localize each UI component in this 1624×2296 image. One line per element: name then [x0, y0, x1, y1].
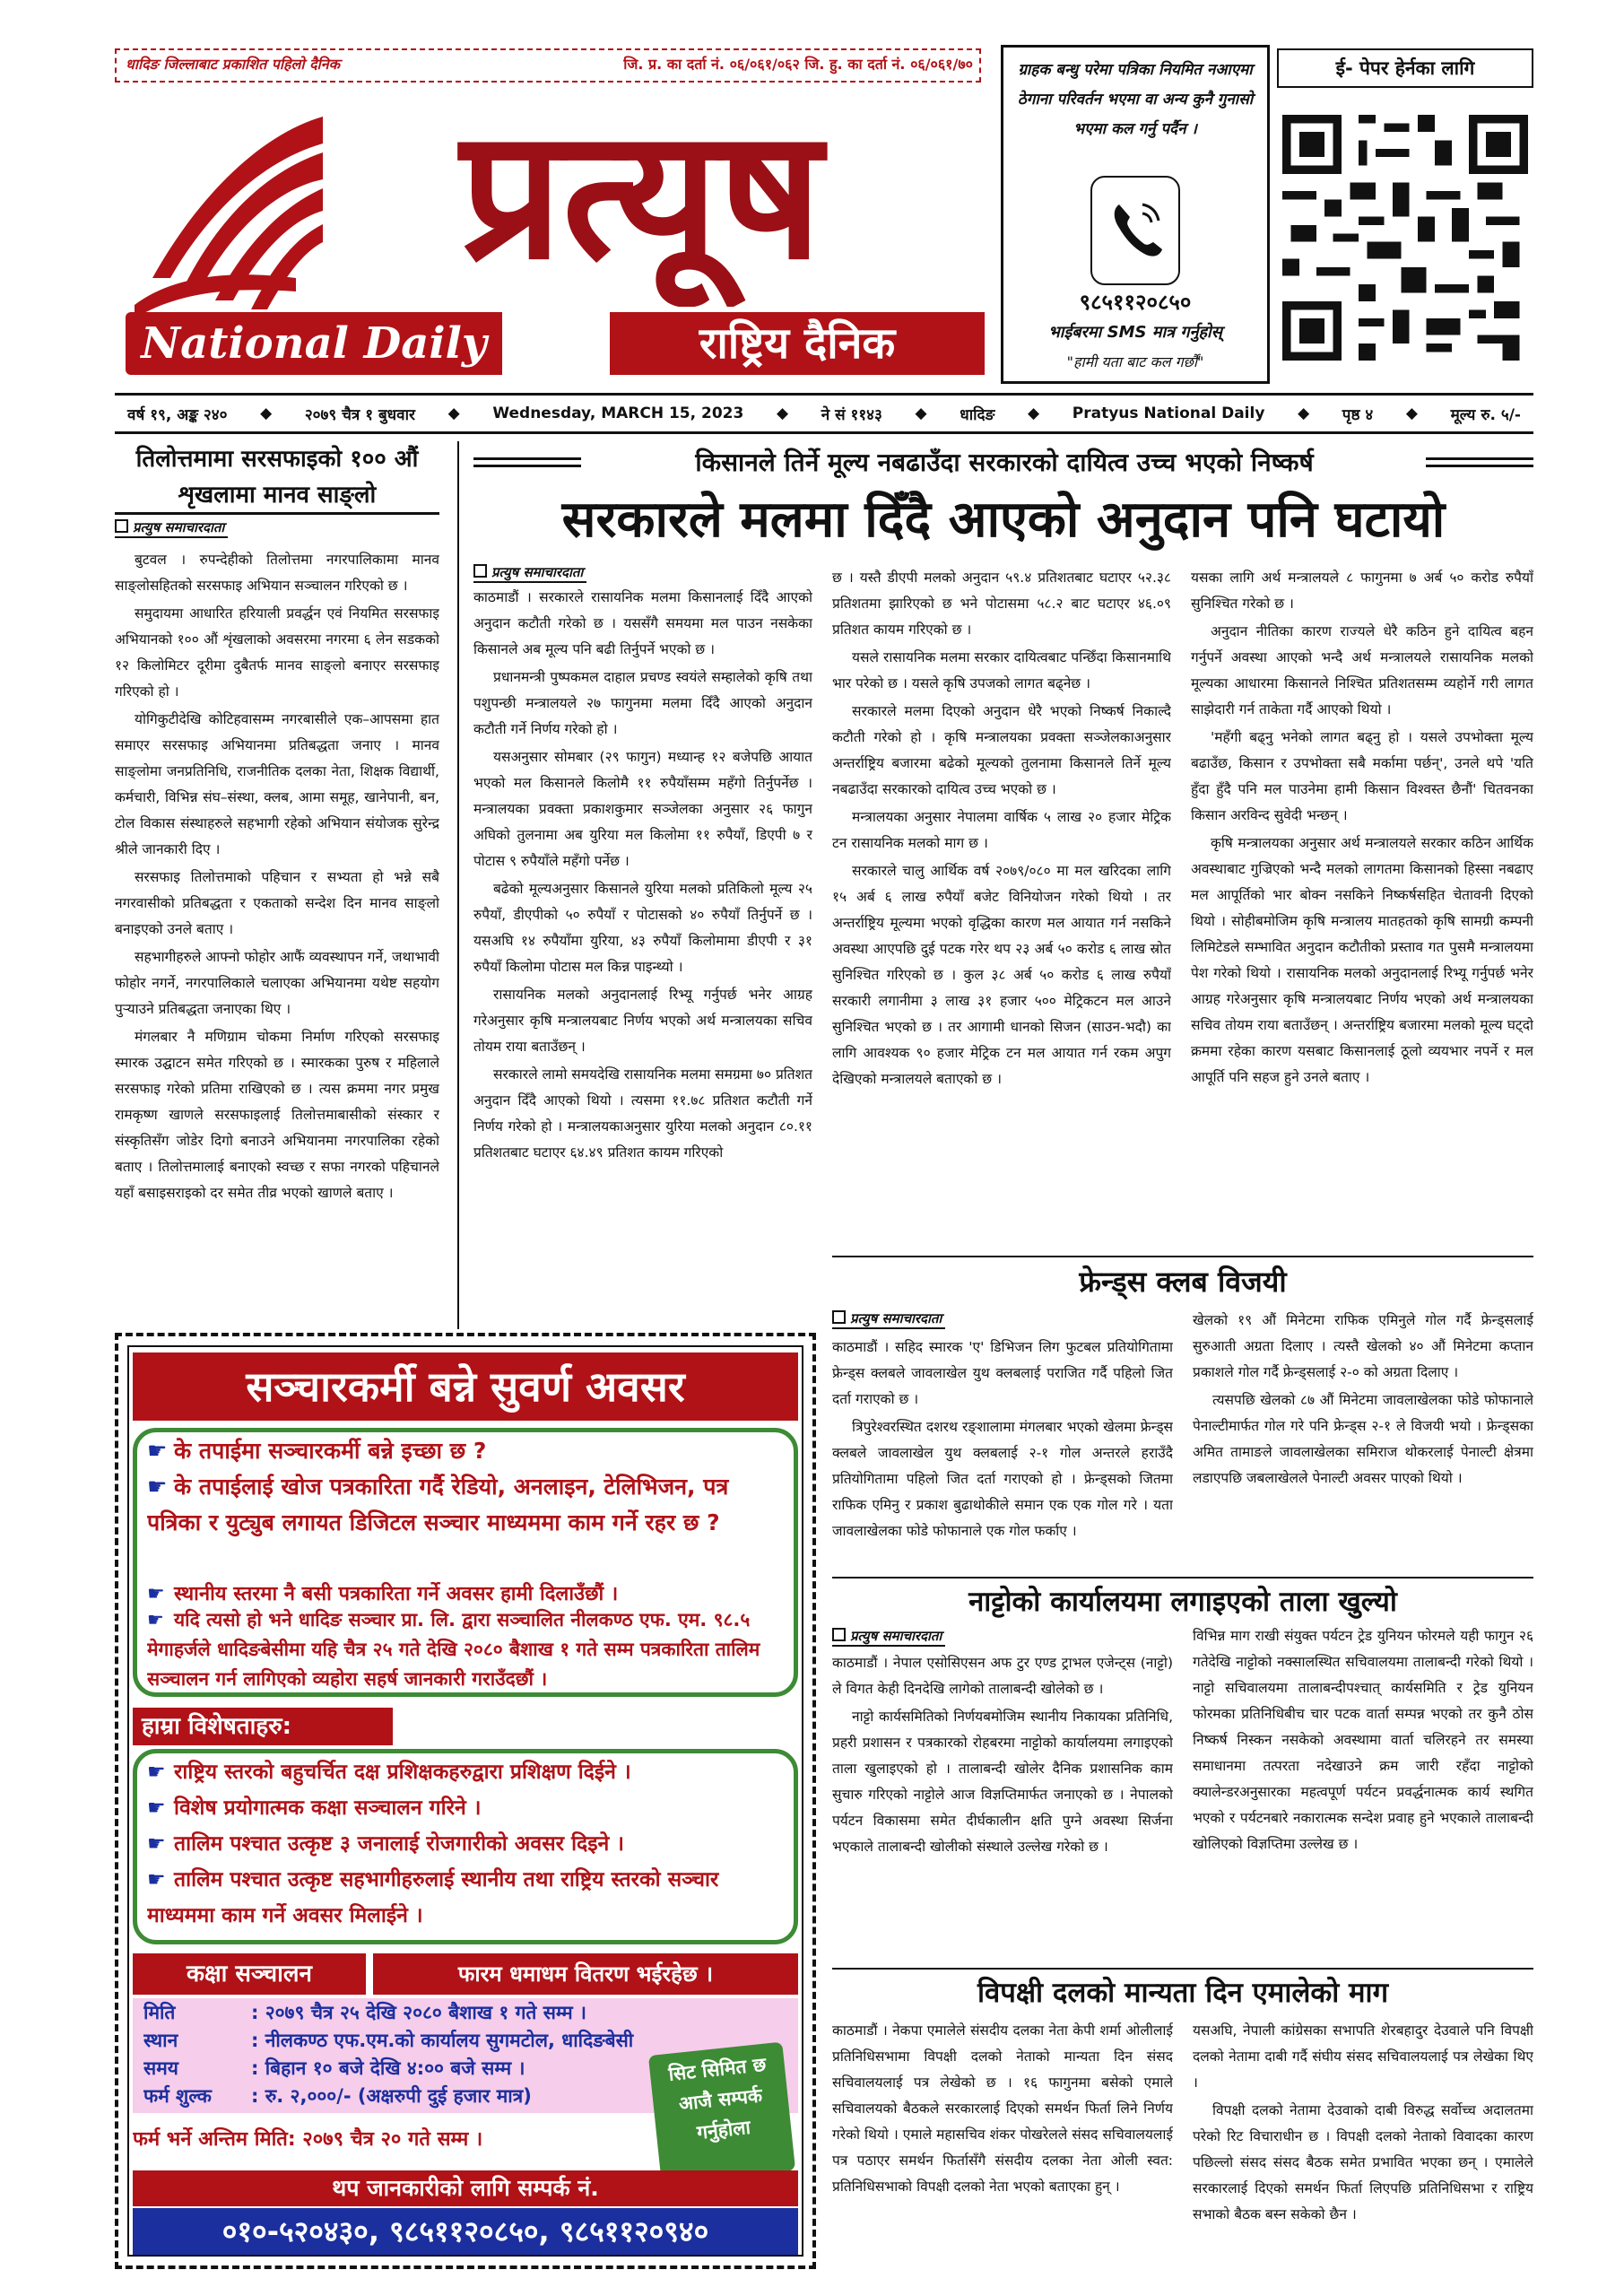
friends-para: त्यसपछि खेलको ८७ औं मिनेटमा जावलाखेलका फोडे फोफानाले पेनाल्टीमार्फत गोल गरे पनि फ्रेन्ड्स २-१ ले विजयी भयो । फ्रेन्ड्सका अमित तामाङले जावलाखेलका समिराज थोकरलाई पेनाल्टी क्षेत्रमा लडाएपछि जबलाखेलले पेनाल्टी अवसर पाएको थियो ।	[1193, 1392, 1533, 1486]
lead-para: मन्त्रालयका अनुसार नेपालमा वार्षिक ५ लाख २० हजार मेट्रिक टन रासायनिक मलको माग छ ।	[832, 809, 1171, 851]
notice-phone: ९८५११२०८५०	[1079, 290, 1192, 315]
friends-headline: फ्रेन्ड्स क्लब विजयी	[1079, 1265, 1287, 1299]
lead-byline: प्रत्युष समाचारदाता	[473, 563, 586, 587]
info-nepal-samvat: ने सं ११४३	[821, 405, 882, 424]
left-para: समुदायमा आधारित हरियाली प्रवर्द्धन एवं नियमित सरसफाइ अभियानको १०० औं शृंखलाको अवसरमा नगरमा ६ लेन सडकको १२ किलोमिटर दूरीमा दुबैतर्फ मानव साङ्लो बनाएर सरसफाइ गरिएको हो ।	[115, 605, 439, 700]
naato-col-1	[832, 1650, 1173, 1964]
ad-detail-row: समय : बिहान १० बजे देखि ४:०० बजे सम्म ।	[143, 2057, 525, 2079]
ad-detail-row: फर्म शुल्क : रु. २,०००/- (अक्षरुपी दुई हजार मात्र)	[143, 2085, 532, 2107]
friends-para: खेलको १९ औं मिनेटमा राफिक एमिनुले गोल गर्दै फ्रेन्ड्सलाई सुरुआती अग्रता दिलाए । त्यस्तै खेलको ४० औं मिनेटमा कप्तान प्रकाशले गोल गर्दै फ्रेन्ड्सलाई २-० को अग्रता दिलाए ।	[1193, 1312, 1533, 1380]
left-byline: प्रत्युष समाचारदाता	[115, 518, 228, 542]
friends-para: काठमाडौं । सहिद स्मारक 'ए' डिभिजन लिग फुटबल प्रतियोगितामा फ्रेन्ड्स क्लबले जावलाखेल युथ क्लबलाई पराजित गर्दै पहिलो जित दर्ता गराएको छ ।	[832, 1339, 1173, 1407]
lead-para: छ । यस्तै डीएपी मलको अनुदान ५९.४ प्रतिशतबाट घटाएर ५२.३८ प्रतिशतमा झारिएको छ भने पोटासमा ५८.२ बाट घटाएर ४६.०९ प्रतिशत कायम गरिएको छ ।	[832, 570, 1171, 638]
notice-tagline: "हामी यता बाट कल गर्छौं"	[1066, 353, 1204, 370]
left-body	[115, 547, 439, 1327]
ad-contact-numbers: ०१०-५२०४३०, ९८५११२०८५०, ९८५११२०९४०	[133, 2208, 798, 2255]
opposition-para: यसअघि, नेपाली कांग्रेसका सभापति शेरबहादुर देउवाले पनि विपक्षी दलको नेतामा दाबी गर्दै संघीय संसद सचिवालयलाई पत्र लेखेका थिए ।	[1193, 2022, 1533, 2091]
brand-nepali: राष्ट्रिय दैनिक	[610, 312, 985, 375]
opposition-col-2	[1193, 2018, 1533, 2260]
lead-kicker: किसानले तिर्ने मूल्य नबढाउँदा सरकारको दायित्व उच्च भएको निष्कर्ष	[695, 448, 1314, 477]
friends-byline: प्रत्युष समाचारदाता	[832, 1309, 945, 1333]
lead-para: सरकारले चालु आर्थिक वर्ष २०७९/०८० मा मल खरिदका लागि १५ अर्ब ६ लाख रुपैयाँ बजेट विनियोजन गरेको थियो । तर अन्तर्राष्ट्रिय मूल्यमा भएको वृद्धिका कारण मल आयात गर्न नसकिने अवस्था आएपछि दुई पटक गरेर थप २३ अर्ब ५० करोड ६ लाख स्रोत सुनिश्चित गरिएको छ । कुल ३८ अर्ब ५० करोड ६ लाख रुपैयाँ सरकारी लगानीमा ३ लाख ३१ हजार ५०० मेट्रिकटन मल आउने सुनिश्चित भएको छ । तर आगामी धानको सिजन (साउन-भदौ) का लागि आवश्यक ९० हजार मेट्रिक टन मल आयात गर्न रकम अपुग देखिएको मन्त्रालयले बताएको छ ।	[832, 863, 1171, 1087]
ad-question: ☛ के तपाईलाई खोज पत्रकारिता गर्दै रेडियो, अनलाइन, टेलिभिजन, पत्र पत्रिका र युट्युब लगायत डिजिटल सञ्चार माध्यममा काम गर्ने रहर छ ?	[147, 1474, 729, 1535]
ad-feature: ☛ राष्ट्रिय स्तरको बहुचर्चित दक्ष प्रशिक्षकहरुद्वारा प्रशिक्षण दिईने ।	[147, 1761, 631, 1784]
lead-para: सरकारले मलमा दिएको अनुदान धेरै भएको निष्कर्ष निकाल्दै कटौती गरेको हो । कृषि मन्त्रालयका प्रवक्ता सञ्जेलकाअनुसार अन्तर्राष्ट्रिय बजारमा बढेको मूल्यको तुलनामा किसानले तिर्ने मूल्य नबढाउँदा सरकारको दायित्व उच्च भएको छ ।	[832, 703, 1171, 797]
opposition-para: काठमाडौं । नेकपा एमालेले संसदीय दलका नेता केपी शर्मा ओलीलाई प्रतिनिधिसभामा विपक्षी दलको नेताको मान्यता दिन संसद सचिवालयलाई पत्र लेखेको छ । १६ फागुनमा बसेको एमाले सचिवालयको बैठकले सरकारलाई दिएको समर्थन फिर्ता लिने निर्णय गरेको थियो । एमाले महासचिव शंकर पोखरेलले संसद सचिवालयलाई पत्र पठाएर समर्थन फिर्तासँगै संसदीय दलका नेता ओली स्वत: प्रतिनिधिसभाको विपक्षी दलको नेता भएको बताएका हुन् ।	[832, 2022, 1173, 2195]
lead-col-1	[473, 585, 812, 1327]
ad-detail-row: मिति : २०७९ चैत्र २५ देखि २०८० बैशाख १ गते सम्म ।	[143, 2002, 586, 2023]
naato-para: विभिन्न माग राखी संयुक्त पर्यटन ट्रेड युनियन फोरमले यही फागुन २६ गतेदेखि नाट्टोको नक्सालस्थित सचिवालयमा तालाबन्दी गरेको थियो । नाट्टो सचिवालयमा तालाबन्दीपश्चात् कार्यसमिति र ट्रेड युनियन फोरमका प्रतिनिधिबीच चार पटक वार्ता सम्पन्न भएको तर कुनै ठोस निष्कर्ष निस्कन नसकेको अवस्थामा वार्ता चलिरहने तर समस्या समाधानमा तत्परता नदेखाउने क्रम जारी रहँदा नाट्टोको क्यालेन्डरअनुसारका महत्वपूर्ण पर्यटन प्रवर्द्धनात्मक कार्य स्थगित भएको र पर्यटनबारे नकारात्मक सन्देश प्रवाह हुने भएकाले तालाबन्दी खोलिएको विज्ञप्तिमा उल्लेख छ ।	[1193, 1628, 1533, 1852]
opposition-col-1	[832, 2018, 1173, 2260]
lead-headline: सरकारले मलमा दिँदै आएको अनुदान पनि घटायो	[561, 491, 1446, 549]
naato-col-2	[1193, 1623, 1533, 1964]
info-date-english: Wednesday, MARCH 15, 2023	[492, 404, 744, 422]
left-headline: तिलोत्तमामा सरसफाइको १०० औं शृखलामा मानव साङ्लो	[115, 441, 439, 515]
left-para: सरसफाइ तिलोत्तमाको पहिचान र सभ्यता हो भन्ने सबै नगरवासीको प्रतिबद्धता र एकताको सन्देश दिन मानव साङ्लो बनाइएको उनले बताए ।	[115, 869, 439, 937]
lead-para: कृषि मन्त्रालयका अनुसार अर्थ मन्त्रालयले सरकार कठिन आर्थिक अवस्थाबाट गुज्रिएको भन्दै मलको लागतमा किसानको हिस्सा नबढाए मल आपूर्तिको भार बोक्न नसकिने निष्कर्षसहित चेतावनी दिएको थियो । सोहीबमोजिम कृषि मन्त्रालय मातहतको कृषि सामग्री कम्पनी लिमिटेडले सम्भावित अनुदान कटौतीको प्रस्ताव गत पुसमै मन्त्रालयमा पेश गरेको थियो । रासायनिक मलको अनुदानलाई रिभ्यू गर्नुपर्छ भनेर आग्रह गरेअनुसार कृषि मन्त्रालयबाट निर्णय भएको अर्थ मन्त्रालयका सचिव तोयम राया बताउँछन् । अन्तर्राष्ट्रिय बजारमा मलको मूल्य घट्दो क्रममा रहेका कारण यसबाट किसानलाई ठूलो व्ययभार नपर्ने र मल आपूर्ति पनि सहज हुने उनले बताए ।	[1191, 835, 1533, 1085]
info-publication: Pratyus National Daily	[1072, 404, 1265, 422]
naato-headline: नाट्टोको कार्यालयमा लगाइएको ताला खुल्यो	[968, 1586, 1397, 1618]
brand-english: National Daily	[126, 312, 502, 375]
ad-seat-badge: सिट सिमित छ आजै सम्पर्क गर्नुहोला	[648, 2042, 795, 2185]
left-para: योगिकुटीदेखि कोटिहवासम्म नगरबासीले एक–आपसमा हात समाएर सरसफाइ अभियानमा प्रतिबद्धता जनाए । मानव साङ्लोमा जनप्रतिनिधि, राजनीतिक दलका नेता, शिक्षक विद्यार्थी, कर्मचारी, विभिन्न संघ–संस्था, क्लब, आमा समूह, खानेपानी, बन, टोल विकास संस्थाहरुले सहभागी रहेको अभियान संयोजक सुरेन्द्र श्रीले जानकारी दिए ।	[115, 711, 439, 857]
lead-para: रासायनिक मलको अनुदानलाई रिभ्यू गर्नुपर्छ भनेर आग्रह गरेअनुसार कृषि मन्त्रालयबाट निर्णय भएको अर्थ मन्त्रालयका सचिव तोयम राया बताउँछन् ।	[473, 987, 812, 1055]
lead-col-2	[832, 565, 1171, 1256]
section-divider	[832, 1577, 1533, 1578]
kicker-line-right2	[1426, 465, 1533, 467]
info-date-nepali: २०७९ चैत्र १ बुधवार	[304, 405, 415, 424]
lead-para: 'महँगी बढ्नु भनेको लागत बढ्नु हो । यसले उपभोक्ता मूल्य बढाउँछ, किसान र उपभोक्ता सबै मर्कामा पर्छन्', उनले थपे 'यति हुँदा हुँदै पनि मल पाउनेमा हामी किसान विश्वस्त छैनौं' चितवनका किसान अरविन्द सुवेदी भन्छन् ।	[1191, 729, 1533, 823]
lead-para: यसले रासायनिक मलमा सरकार दायित्वबाट पन्छिँदा किसानमाथि भार परेको छ । यसले कृषि उपजको लागत बढ्नेछ ।	[832, 649, 1171, 691]
ad-feature: ☛ विशेष प्रयोगात्मक कक्षा सञ्चालन गरिने ।	[147, 1796, 482, 1820]
ad-contact-label: थप जानकारीको लागि सम्पर्क नं.	[133, 2170, 798, 2206]
viber-icon	[1090, 176, 1180, 285]
section-divider	[832, 1968, 1533, 1970]
left-para: मंगलबार नै मणिग्राम चोकमा निर्माण गरिएको सरसफाइ स्मारक उद्घाटन समेत गरिएको छ । स्मारकका पुरुष र महिलाले सरसफाइ गरेको प्रतिमा राखिएको छ । त्यस क्रममा नगर प्रमुख रामकृष्ण खाणले सरसफाइलाई तिलोत्तमाबासीको संस्कार र संस्कृतिसँग जोडेर दिगो बनाउने अभियानमा नगरपालिका रहेको बताए । तिलोत्तमालाई बनाएको स्वच्छ र सफा नगरको पहिचानले यहाँ बसाइसराइको दर समेत तीव्र भएको खाणले बताए ।	[115, 1029, 439, 1201]
left-para: सहभागीहरुले आफ्नो फोहोर आफैं व्यवस्थापन गर्ने, जथाभावी फोहोर नगर्ने, नगरपालिकाले चलाएका अभियानमा यथेष्ट सहयोग पुऱ्याउने प्रतिबद्धता जनाएका थिए ।	[115, 949, 439, 1017]
ad-feature: ☛ तालिम पश्चात उत्कृष्ट सहभागीहरुलाई स्थानीय तथा राष्ट्रिय स्तरको सञ्चार माध्यममा काम गर्ने अवसर मिलाईने ।	[147, 1868, 719, 1927]
notice-text: ग्राहक बन्धु परेमा पत्रिका नियमित नआएमा ठेगाना परिवर्तन भएमा वा अन्य कुनै गुनासो भएमा कल गर्नु पर्दैन ।	[1017, 61, 1254, 138]
lead-col-3	[1191, 565, 1533, 1256]
kicker-line-left	[473, 457, 581, 460]
top-strip-left: धादिङ जिल्लाबाट प्रकाशित पहिलो दैनिक	[126, 56, 340, 73]
opposition-para: विपक्षी दलको नेतामा देउवाको दाबी विरुद्ध सर्वोच्च अदालतमा परेको रिट विचाराधीन छ । विपक्षी दलको नेताको विवादका कारण पछिल्लो संसद संसद बैठक समेत प्रभावित भएका छन् । एमालेले सरकारलाई दिएको समर्थन फिर्ता लिएपछि प्रतिनिधिसभा र राष्ट्रिय सभाको बैठक बस्न सकेको छैन ।	[1193, 2102, 1533, 2222]
lead-para: प्रधानमन्त्री पुष्पकमल दाहाल प्रचण्ड स्वयंले सम्हालेको कृषि तथा पशुपन्छी मन्त्रालयले २७ फागुनमा मलमा दिँदै आएको अनुदान कटौती गर्ने निर्णय गरेको हो ।	[473, 669, 812, 737]
column-divider	[457, 441, 459, 1329]
info-volume: वर्ष १९, अङ्क २४०	[127, 405, 228, 424]
ad-deadline: फर्म भर्ने अन्तिम मिति: २०७९ चैत्र २० गते सम्म ।	[133, 2128, 483, 2151]
naato-para: काठमाडौं । नेपाल एसोसिएसन अफ टुर एण्ड ट्राभल एजेन्ट्स (नाट्टो) ले विगत केही दिनदेखि लागेको तालाबन्दी खोलेको छ ।	[832, 1655, 1173, 1697]
notice-sms: भाईबरमा SMS मात्र गर्नुहोस्	[1048, 323, 1222, 342]
ad-detail-row: स्थान : नीलकण्ठ एफ.एम.को कार्यालय सुगमटोल, धादिङबेसी	[143, 2030, 634, 2051]
logo-text: प्रत्यूष	[460, 89, 822, 300]
naato-para: नाट्टो कार्यसमितिको निर्णयबमोजिम स्थानीय निकायका प्रतिनिधि, प्रहरी प्रशासन र पत्रकारको रोहबरमा नाट्टोको कार्यालयमा लगाइएको ताला खुलाइएको हो । तालाबन्दी खोलेर दैनिक प्रशासनिक काम सुचारु गरिएको नाट्टोले आज विज्ञप्तिमार्फत जनाएको छ । नेपालको पर्यटन विकासमा समेत दीर्घकालीन क्षति पुग्ने अवस्था सिर्जना भएकाले तालाबन्दी खोलीको संस्थाले उल्लेख गरेको छ ।	[832, 1709, 1173, 1855]
lead-para: काठमाडौं । सरकारले रासायनिक मलमा किसानलाई दिँदै आएको अनुदान कटौती गरेको छ । यससँगै समयमा मल पाउन नसकेका किसानले अब मूल्य पनि बढी तिर्नुपर्ने भएको छ ।	[473, 589, 812, 657]
naato-byline: प्रत्युष समाचारदाता	[832, 1627, 945, 1650]
opposition-headline: विपक्षी दलको मान्यता दिन एमालेको माग	[977, 1977, 1389, 2009]
ad-question: ☛ यदि त्यसो हो भने धादिङ सञ्चार प्रा. लि. द्वारा सञ्चालित नीलकण्ठ एफ. एम. ९८.५ मेगाहर्जले धादिङबेसीमा यहि चैत्र २५ गते देखि २०८० बैशाख १ गते सम्म पत्रकारिता तालिम सञ्चालन गर्न लागिएको व्यहोरा सहर्ष जानकारी गराउँदछौं ।	[147, 1609, 760, 1690]
ad-feature: ☛ तालिम पश्चात उत्कृष्ट ३ जनालाई रोजगारीको अवसर दिइने ।	[147, 1832, 625, 1856]
section-divider	[832, 1256, 1533, 1257]
epaper-label: ई- पेपर हेर्नका लागि	[1277, 48, 1533, 88]
kicker-line-right	[1426, 457, 1533, 460]
lead-para: बढेको मूल्यअनुसार किसानले युरिया मलको प्रतिकिलो मूल्य २५ रुपैयाँ, डीएपीको ५० रुपैयाँ र पोटासको ४० रुपैयाँ तिर्नुपर्ने छ । यसअघि १४ रुपैयाँमा युरिया, ४३ रुपैयाँ किलोमामा डीएपी र ३१ रुपैयाँ किलोमा पोटास मल किन्न पाइन्थ्यो ।	[473, 881, 812, 975]
ad-form-label: फारम धमाधम वितरण भईरहेछ ।	[373, 1953, 798, 1995]
lead-para: यसअनुसार सोमबार (२९ फागुन) मध्यान्ह १२ बजेपछि आयात भएको मल किसानले किलोमै ११ रुपैयाँसम्म महँगो तिर्नुपर्नेछ । मन्त्रालयका प्रवक्ता प्रकाशकुमार सञ्जेलका अनुसार २६ फागुन अघिको तुलनामा अब युरिया मल किलोमा ११ रुपैयाँ, डिएपी ७ र पोटास ९ रुपैयाँले महँगो पर्नेछ ।	[473, 749, 812, 869]
ad-class-label: कक्षा सञ्चालन	[133, 1953, 366, 1995]
lead-para: यसका लागि अर्थ मन्त्रालयले ८ फागुनमा ७ अर्ब ५० करोड रुपैयाँ सुनिश्चित गरेको छ ।	[1191, 570, 1533, 612]
info-page: पृष्ठ ४	[1342, 405, 1374, 424]
info-bar: वर्ष १९, अङ्क २४० ◆ २०७९ चैत्र १ बुधवार ◆ Wednesday, MARCH 15, 2023 ◆ ने सं ११४३ ◆ धादिङ ◆ Pratyus National Daily ◆ पृष्ठ ४ ◆ मूल्य रु. ५/-	[115, 393, 1533, 434]
friends-para: त्रिपुरेश्वरस्थित दशरथ रङ्शालामा मंगलबार भएको खेलमा फ्रेन्ड्स क्लबले जावलाखेल युथ क्लबलाई २-१ गोल अन्तरले हराउँदै प्रतियोगितामा पहिलो जित दर्ता गराएको हो । फ्रेन्ड्सको जितमा राफिक एमिनु र प्रकाश बुढाथोकीले समान एक एक गोल गरे । यता जावलाखेलका फोडे फोफानाले एक गोल फर्काए ।	[832, 1419, 1173, 1539]
top-strip-right: जि. प्र. का दर्ता नं. ०६/०६१/०६२ जि. हु. का दर्ता नं. ०६/०६१/७०	[623, 56, 973, 73]
left-para: बुटवल । रुपन्देहीको तिलोत्तमा नगरपालिकामा मानव साङ्लोसहितको सरसफाइ अभियान सञ्चालन गरिएको छ ।	[115, 552, 439, 594]
friends-col-2	[1193, 1308, 1533, 1570]
friends-col-1	[832, 1335, 1173, 1570]
ad-question: ☛ के तपाईमा सञ्चारकर्मी बन्ने इच्छा छ ?	[147, 1438, 487, 1464]
lead-para: अनुदान नीतिका कारण राज्यले धेरै कठिन हुने दायित्व बहन गर्नुपर्ने अवस्था आएको भन्दै अर्थ मन्त्रालयले रासायनिक मलको मूल्यका आधारमा किसानले निश्चित प्रतिशतसम्म व्यहोर्ने गरी लागत साझेदारी गर्न ताकेता गर्दै आएको थियो ।	[1191, 623, 1533, 718]
kicker-line-left2	[473, 465, 581, 467]
lead-para: सरकारले लामो समयदेखि रासायनिक मलमा समग्रमा ७० प्रतिशत अनुदान दिँदै आएको थियो । त्यसमा ११.७८ प्रतिशत कटौती गर्ने निर्णय गरेको हो । मन्त्रालयकाअनुसार युरिया मलको अनुदान ८०.११ प्रतिशतबाट घटाएर ६४.४९ प्रतिशत कायम गरिएको	[473, 1066, 812, 1161]
info-price: मूल्य रु. ५/-	[1450, 405, 1521, 424]
info-location: धादिङ	[960, 405, 995, 424]
ad-question: ☛ स्थानीय स्तरमा नै बसी पत्रकारिता गर्ने अवसर हामी दिलाउँछौं ।	[147, 1583, 619, 1605]
ad-title: सञ्चारकर्मी बन्ने सुवर्ण अवसर	[133, 1352, 798, 1421]
qr-code-icon[interactable]	[1282, 115, 1528, 361]
ad-features-label: हाम्रा विशेषताहरु:	[133, 1708, 393, 1745]
